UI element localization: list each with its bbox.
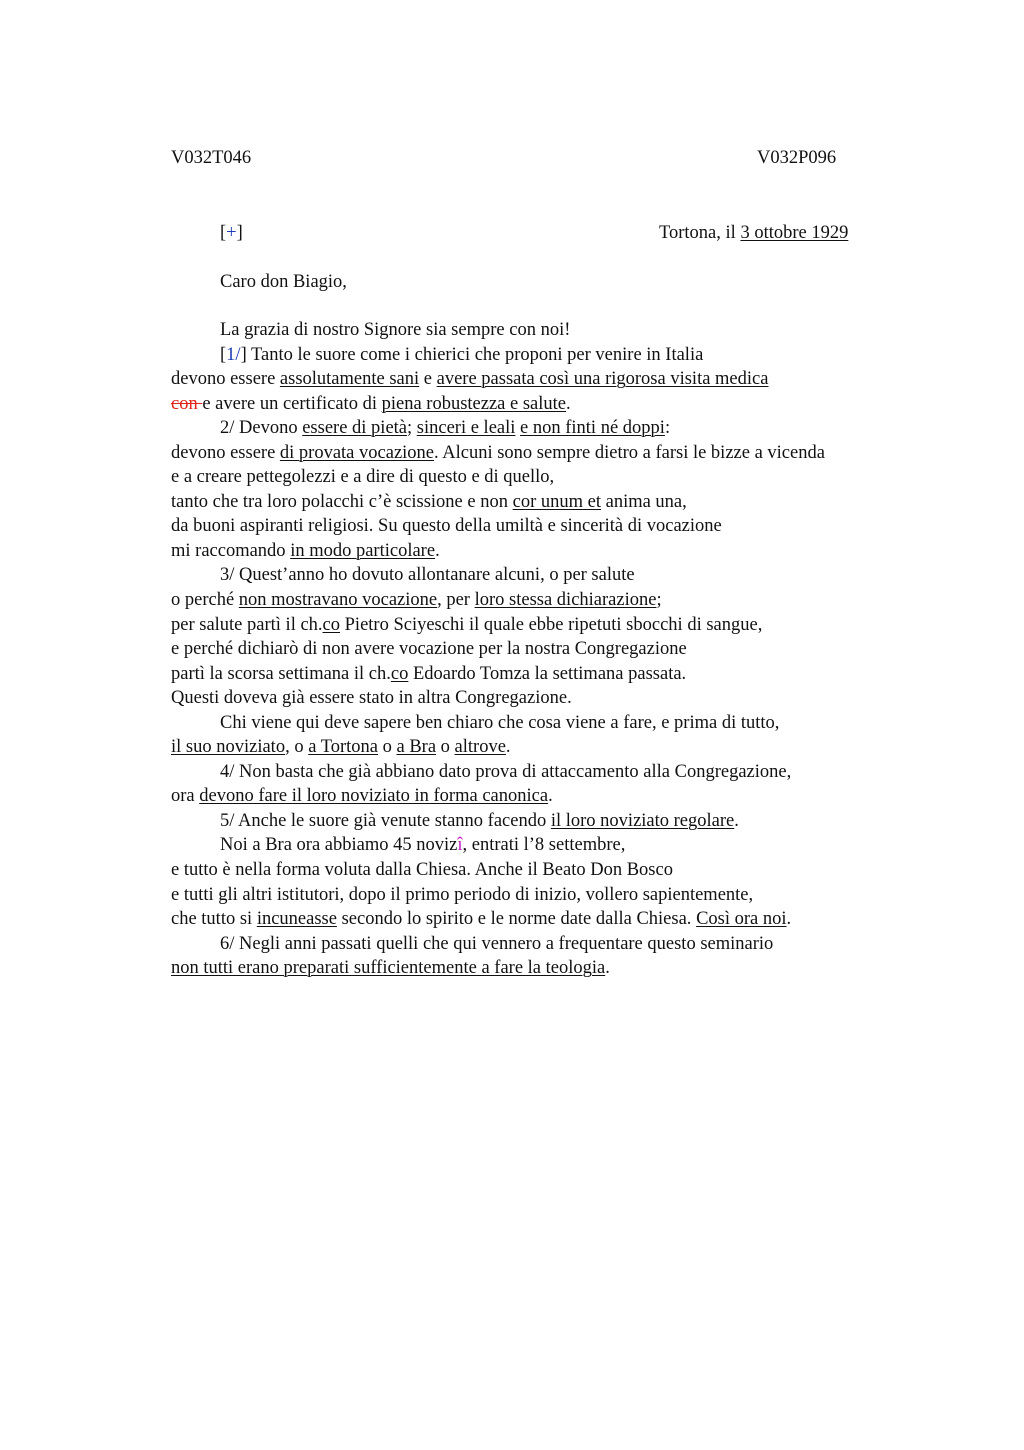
text-segment: e tutti gli altri istitutori, dopo il primo periodo di inizio, vollero sapientemente,: [171, 884, 754, 905]
text-line: [171, 416, 1011, 441]
text-segment: e tutto è nella forma voluta dalla Chiesa. Anche il Beato Don Bosco: [171, 860, 673, 881]
text-line: [171, 343, 1011, 368]
text-segment: ora: [171, 786, 200, 807]
underlined-text: in modo particolare: [290, 540, 436, 561]
text-line: [171, 932, 1011, 957]
underlined-text: a Tortona: [308, 737, 378, 758]
text-segment: 6/ Negli anni passati quelli che qui vennero a frequentare questo seminario: [220, 933, 774, 954]
cross-symbol: +: [226, 223, 237, 243]
letter-lines: [171, 343, 1011, 981]
text-segment: 2/ Devono: [220, 418, 303, 439]
text-segment: e: [419, 369, 437, 390]
underlined-text: co: [322, 614, 341, 635]
underlined-text: essere di pietà: [302, 418, 408, 439]
text-line: [171, 367, 1011, 392]
text-segment: partì la scorsa settimana il ch.: [171, 663, 391, 684]
text-line: [171, 613, 1011, 638]
text-segment: o perché: [171, 590, 239, 611]
text-line: [171, 956, 1011, 981]
text-segment: .: [734, 810, 739, 831]
text-line: [171, 760, 1011, 785]
salutation: Caro don Biagio,: [220, 272, 347, 292]
text-segment: Noi a Bra ora abbiamo 45 noviz: [220, 835, 458, 856]
text-segment: Chi viene qui deve sapere ben chiaro che cosa viene a fare, e prima di tutto,: [220, 712, 780, 733]
underlined-text: co: [390, 663, 409, 684]
text-line: [171, 490, 1011, 515]
bracket-close: ]: [236, 223, 243, 243]
text-segment: che tutto si: [171, 909, 257, 930]
bracket-open: [: [220, 223, 227, 243]
text-segment: per salute partì il ch.: [171, 614, 323, 635]
text-line: [171, 563, 1011, 588]
underlined-text: di provata vocazione: [279, 442, 435, 463]
text-segment: .: [548, 786, 553, 807]
document-code-left: V032T046: [171, 148, 252, 168]
text-segment: mi raccomando: [171, 540, 291, 561]
text-line: [171, 883, 1011, 908]
struck-text: con: [171, 393, 203, 414]
text-segment: .: [786, 909, 792, 930]
text-segment: anima una,: [600, 491, 687, 512]
text-line: [171, 441, 1011, 466]
underlined-text: piena robustezza e salute: [381, 393, 566, 414]
underlined-text: assolutamente sani: [279, 369, 420, 390]
underlined-text: avere passata così una rigorosa visita medica: [436, 369, 769, 390]
text-segment: .: [566, 393, 571, 414]
underlined-text: e non finti né doppi: [520, 418, 665, 439]
underlined-text: altrove: [454, 737, 506, 758]
section-number: 1/: [226, 344, 241, 365]
text-segment: . Alcuni sono sempre dietro a farsi le bizze a vicenda: [434, 442, 825, 463]
text-line: [171, 711, 1011, 736]
text-segment: , o: [285, 737, 309, 758]
text-line: [171, 514, 1011, 539]
letter-body: [171, 318, 1011, 981]
underlined-text: devono fare il loro noviziato in forma canonica: [199, 786, 549, 807]
dateline-date: 3 ottobre 1929: [740, 223, 849, 243]
text-segment: , entrati l’8 settembre,: [462, 835, 626, 856]
underlined-text: loro stessa dichiarazione: [474, 590, 657, 611]
text-segment: .: [435, 540, 440, 561]
underlined-text: non mostravano vocazione: [238, 590, 438, 611]
text-line: [171, 735, 1011, 760]
document-code-right: V032P096: [757, 148, 837, 168]
text-line: [171, 858, 1011, 883]
text-segment: ] Tanto le suore come i chierici che proponi per venire in Italia: [240, 344, 704, 365]
underlined-text: Così ora noi: [696, 909, 787, 930]
text-segment: :: [664, 418, 671, 439]
text-segment: devono essere: [171, 369, 280, 390]
text-segment: e avere un certificato di: [202, 393, 382, 414]
underlined-text: cor unum et: [512, 491, 601, 512]
greeting: La grazia di nostro Signore sia sempre con noi!: [220, 320, 571, 340]
text-line: [171, 907, 1011, 932]
text-line: [171, 637, 1011, 662]
text-line: [171, 784, 1011, 809]
underlined-text: il suo noviziato: [171, 737, 286, 758]
text-segment: devono essere: [171, 442, 280, 463]
text-segment: Edoardo Tomza la settimana passata.: [408, 663, 687, 684]
underlined-text: incuneasse: [256, 909, 337, 930]
text-segment: ;: [407, 418, 417, 439]
underlined-text: il loro noviziato regolare: [550, 810, 735, 831]
text-segment: Pietro Sciyeschi il quale ebbe ripetuti sbocchi di sangue,: [340, 614, 763, 635]
text-segment: e perché dichiarò di non avere vocazione per la nostra Congregazione: [171, 639, 687, 660]
underlined-text: sinceri e leali: [416, 418, 516, 439]
text-line: [171, 465, 1011, 490]
underlined-text: a Bra: [396, 737, 437, 758]
text-segment: 5/ Anche le suore già venute stanno facendo: [220, 810, 551, 831]
text-segment: .: [505, 737, 511, 758]
text-line: [171, 833, 1011, 858]
underlined-text: non tutti erano preparati sufficientemente a fare la teologia: [171, 958, 606, 979]
text-segment: tanto che tra loro polacchi c’è scissione e non: [171, 491, 513, 512]
text-segment: 4/ Non basta che già abbiano dato prova di attaccamento alla Congregazione,: [220, 761, 792, 782]
text-line: [171, 662, 1011, 687]
text-line: [171, 539, 1011, 564]
text-line: [171, 809, 1011, 834]
text-line: [171, 588, 1011, 613]
dateline: [659, 221, 848, 245]
text-segment: o: [377, 737, 397, 758]
text-segment: ;: [656, 590, 662, 611]
corrected-letter: î: [457, 835, 463, 856]
text-line: [171, 686, 1011, 711]
text-segment: o: [436, 737, 455, 758]
text-segment: da buoni aspiranti religiosi. Su questo della umiltà e sincerità di vocazione: [171, 516, 722, 537]
dateline-place: Tortona, il: [659, 223, 741, 243]
text-segment: .: [605, 958, 610, 979]
text-segment: , per: [437, 590, 475, 611]
text-segment: 3/ Quest’anno ho dovuto allontanare alcuni, o per salute: [220, 565, 635, 586]
text-segment: e a creare pettegolezzi e a dire di questo e di quello,: [171, 467, 555, 488]
text-segment: Questi doveva già essere stato in altra Congregazione.: [171, 688, 572, 709]
text-line: [171, 392, 1011, 417]
text-segment: secondo lo spirito e le norme date dalla Chiesa.: [336, 909, 697, 930]
cross-marker: [220, 221, 243, 245]
text-segment: [: [220, 344, 227, 365]
